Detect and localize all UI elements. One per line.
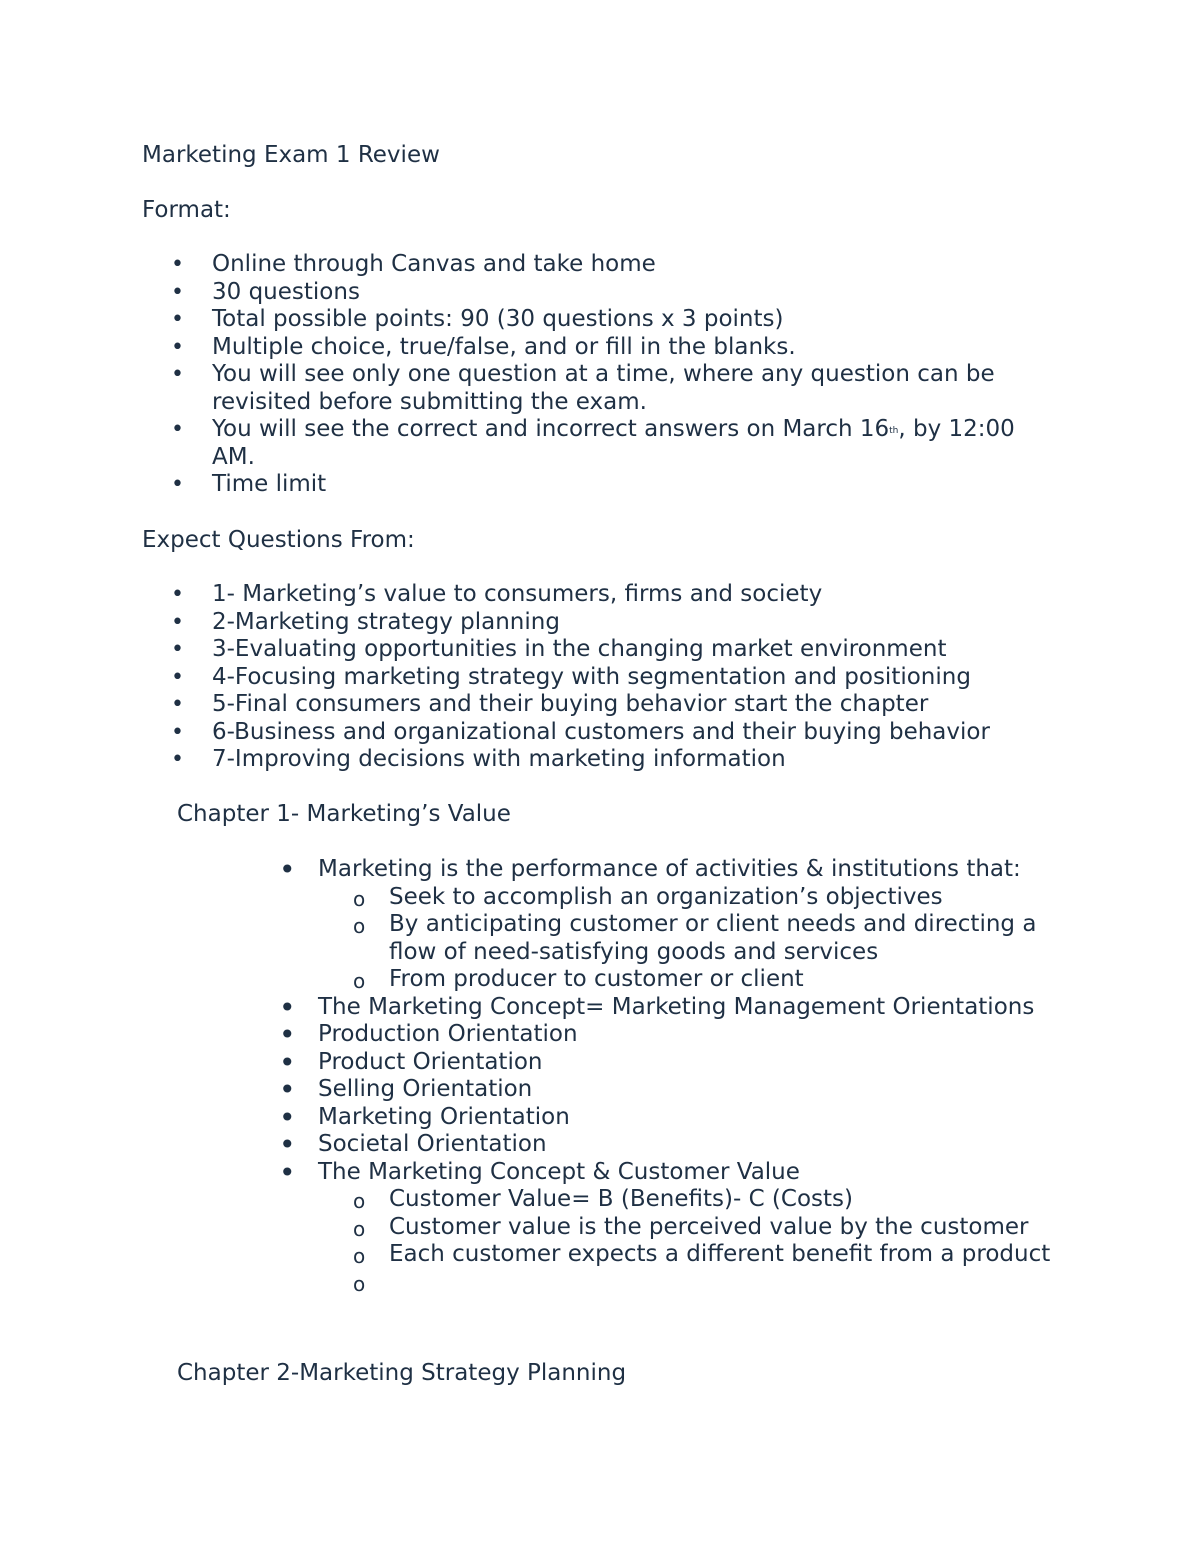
list-item: • 1- Marketing’s value to consumers, firms and society bbox=[142, 581, 1062, 609]
superscript: th bbox=[889, 426, 899, 436]
list-item: • Product Orientation bbox=[177, 1049, 1077, 1077]
list-item: • 4-Focusing marketing strategy with segmentation and positioning bbox=[142, 664, 1062, 692]
list-item: • The Marketing Concept= Marketing Management Orientations bbox=[177, 994, 1077, 1022]
list-item: • Time limit bbox=[142, 471, 1062, 499]
list-item bbox=[142, 416, 1062, 471]
list-item: • 5-Final consumers and their buying behavior start the chapter bbox=[142, 691, 1062, 719]
list-item: • 30 questions bbox=[142, 279, 1062, 307]
list-item: • Marketing Orientation bbox=[177, 1104, 1077, 1132]
list-item: • Societal Orientation bbox=[177, 1131, 1077, 1159]
list-item-text: Marketing is the performance of activities & institutions that: bbox=[318, 856, 1021, 882]
expect-heading: Expect Questions From: bbox=[142, 527, 415, 553]
sublist bbox=[177, 884, 1077, 994]
sublist-item: o Customer value is the perceived value by the customer bbox=[177, 1214, 1077, 1242]
chapter2-heading: Chapter 2-Marketing Strategy Planning bbox=[177, 1360, 627, 1386]
list-item: • 6-Business and organizational customers and their buying behavior bbox=[142, 719, 1062, 747]
list-item: • 2-Marketing strategy planning bbox=[142, 609, 1062, 637]
list-item: • Total possible points: 90 (30 questions x 3 points) bbox=[142, 306, 1062, 334]
list-item: • Selling Orientation bbox=[177, 1076, 1077, 1104]
list-item-text: You will see the correct and incorrect answers on March 16 bbox=[212, 416, 890, 442]
sublist-item-empty bbox=[177, 1269, 1077, 1297]
chapter1-list bbox=[177, 856, 1077, 1296]
format-heading: Format: bbox=[142, 197, 231, 223]
list-item: • 7-Improving decisions with marketing information bbox=[142, 746, 1062, 774]
list-item-text-tail: , by 12:00 AM. bbox=[212, 416, 1015, 470]
list-item-text: The Marketing Concept & Customer Value bbox=[318, 1158, 800, 1185]
sublist-item: o Seek to accomplish an organization’s objectives bbox=[177, 884, 1077, 912]
sublist-item: o Each customer expects a different benefit from a product bbox=[177, 1241, 1077, 1269]
list-item: • Production Orientation bbox=[177, 1021, 1077, 1049]
sublist-item: o Customer Value= B (Benefits)- C (Costs) bbox=[177, 1186, 1077, 1214]
list-item bbox=[177, 856, 1077, 994]
list-item: • You will see only one question at a time, where any question can be revisited before submitting the exam. bbox=[142, 361, 1062, 416]
list-item: • 3-Evaluating opportunities in the changing market environment bbox=[142, 636, 1062, 664]
format-list bbox=[142, 251, 1062, 499]
list-item: • Multiple choice, true/false, and or fill in the blanks. bbox=[142, 334, 1062, 362]
sublist-item: o By anticipating customer or client needs and directing a flow of need-satisfying goods and services bbox=[177, 911, 1077, 966]
sublist bbox=[177, 1186, 1077, 1296]
sublist-item: o From producer to customer or client bbox=[177, 966, 1077, 994]
chapter1-heading: Chapter 1- Marketing’s Value bbox=[177, 801, 511, 827]
document-title: Marketing Exam 1 Review bbox=[142, 142, 440, 168]
expect-list bbox=[142, 581, 1062, 774]
list-item: • Online through Canvas and take home bbox=[142, 251, 1062, 279]
list-item bbox=[177, 1159, 1077, 1297]
